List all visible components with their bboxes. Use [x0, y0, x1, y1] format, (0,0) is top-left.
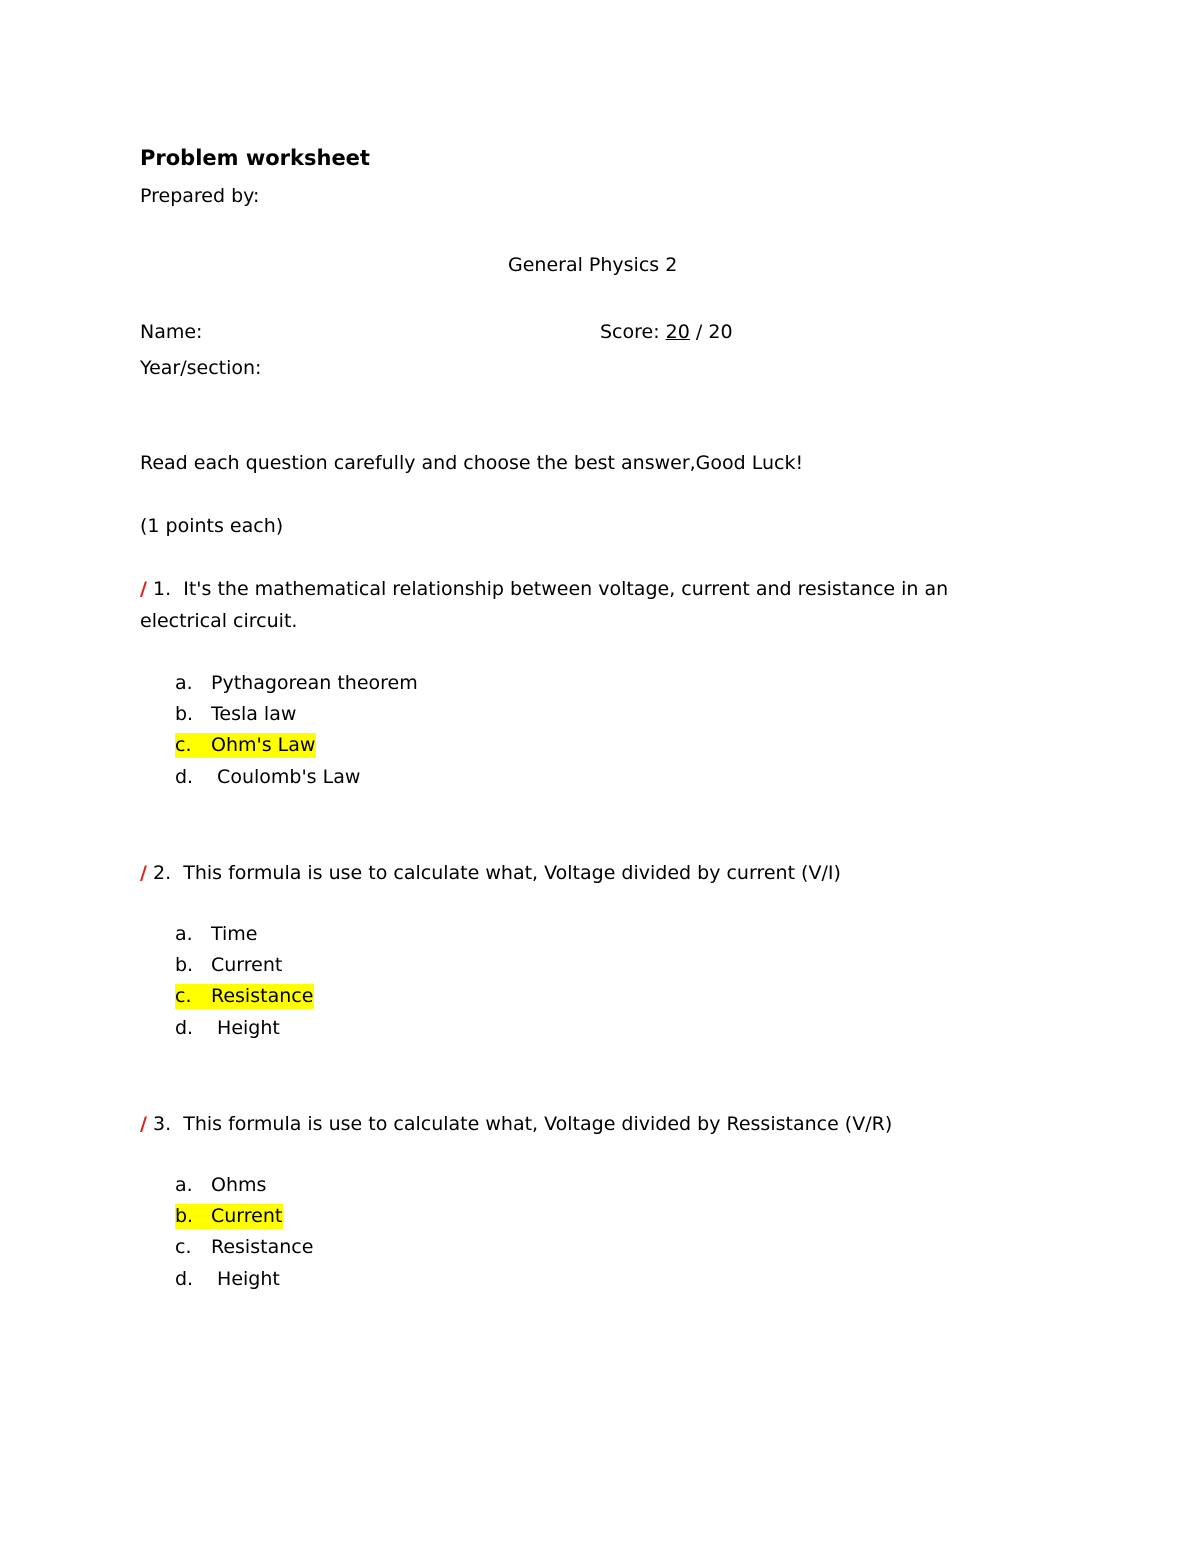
- question-text: It's the mathematical relationship between voltage, current and resistance in an electrical circuit.: [140, 578, 949, 632]
- score-value: 20: [665, 321, 690, 343]
- option-letter: b.: [175, 954, 194, 977]
- option-d: [175, 1264, 313, 1295]
- option-d: [175, 1013, 314, 1044]
- question-2: [140, 857, 990, 889]
- answer-highlight: [175, 733, 316, 758]
- option-a: [175, 668, 418, 699]
- option-letter: a.: [175, 1174, 193, 1196]
- option-letter: c.: [175, 734, 192, 757]
- option-a: [175, 919, 314, 950]
- option-text: Height: [217, 1267, 280, 1290]
- option-a: [175, 1170, 313, 1201]
- points-note: (1 points each): [140, 515, 284, 537]
- question-2-options: [175, 919, 314, 1044]
- option-b: [175, 950, 314, 981]
- option-letter: d.: [175, 765, 194, 788]
- option-c-answer: [175, 981, 314, 1012]
- question-1-options: [175, 668, 418, 793]
- option-text: Current: [211, 1205, 283, 1228]
- question-text: This formula is use to calculate what, Voltage divided by Ressistance (V/R): [183, 1113, 893, 1135]
- question-number: 3.: [153, 1113, 172, 1135]
- score-total: 20: [708, 321, 733, 343]
- option-b-answer: [175, 1201, 313, 1232]
- option-text: Time: [211, 923, 258, 945]
- subject-title: General Physics 2: [508, 254, 678, 276]
- option-text: Coulomb's Law: [217, 765, 361, 788]
- question-text: This formula is use to calculate what, Voltage divided by current (V/I): [183, 862, 841, 884]
- answer-highlight: [175, 1204, 283, 1229]
- option-text: Ohms: [211, 1174, 267, 1196]
- year-section-label: Year/section:: [140, 357, 262, 379]
- option-text: Resistance: [211, 985, 314, 1008]
- score-separator: /: [695, 321, 703, 343]
- option-letter: a.: [175, 923, 193, 945]
- option-text: Height: [217, 1016, 280, 1039]
- score-line: [600, 320, 733, 344]
- option-letter: d.: [175, 1267, 194, 1290]
- option-letter: c.: [175, 985, 192, 1008]
- question-number: 1.: [153, 578, 172, 600]
- option-letter: b.: [175, 1205, 194, 1228]
- prepared-by-label: Prepared by:: [140, 185, 260, 207]
- check-mark: /: [140, 578, 147, 600]
- name-label: Name:: [140, 321, 203, 343]
- question-3-options: [175, 1170, 313, 1295]
- option-letter: c.: [175, 1236, 192, 1259]
- option-c-answer: [175, 730, 418, 761]
- option-c: [175, 1232, 313, 1263]
- option-letter: a.: [175, 672, 193, 694]
- option-b: [175, 699, 418, 730]
- option-letter: b.: [175, 703, 194, 726]
- answer-highlight: [175, 984, 314, 1009]
- option-text: Current: [211, 954, 283, 977]
- option-letter: d.: [175, 1016, 194, 1039]
- question-3: [140, 1108, 990, 1140]
- option-text: Pythagorean theorem: [211, 672, 418, 694]
- check-mark: /: [140, 862, 147, 884]
- question-1: [140, 573, 990, 637]
- score-label: Score:: [600, 321, 660, 343]
- instructions: Read each question carefully and choose the best answer,Good Luck!: [140, 452, 804, 474]
- option-text: Resistance: [211, 1236, 314, 1259]
- question-number: 2.: [153, 862, 172, 884]
- option-d: [175, 762, 418, 793]
- option-text: Tesla law: [211, 703, 297, 726]
- page-title: Problem worksheet: [140, 146, 370, 170]
- option-text: Ohm's Law: [211, 734, 316, 757]
- check-mark: /: [140, 1113, 147, 1135]
